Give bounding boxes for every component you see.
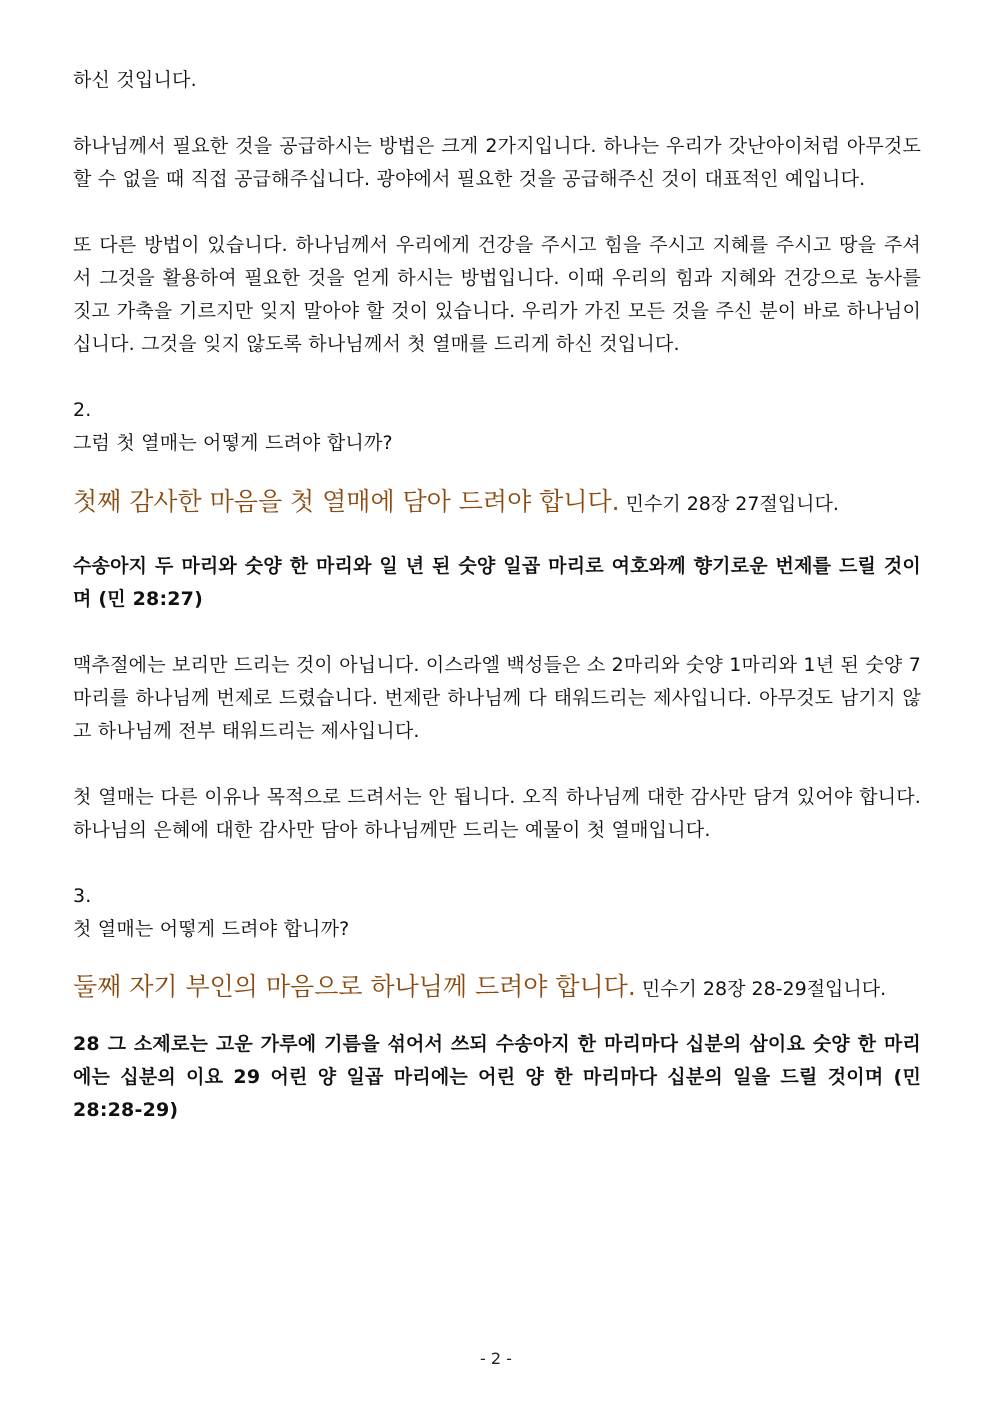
- paragraph: 맥추절에는 보리만 드리는 것이 아닙니다. 이스라엘 백성들은 소 2마리와 숫양 1마리와 1년 된 숫양 7마리를 하나님께 번제로 드렸습니다. 번제란 하나님께 다 태워드리는 제사입니다. 아무것도 남기지 않고 하나님께 전부 태워드리는 제사입니다.: [73, 654, 921, 742]
- section-number: 2.: [73, 399, 92, 421]
- spacer: [73, 946, 921, 968]
- scripture-verse: 28 그 소제로는 고운 가루에 기름을 섞어서 쓰되 수송아지 한 마리마다 십분의 삼이요 숫양 한 마리에는 십분의 이요 29 어린 양 일곱 마리에는 어린 양 한 마리마다 십분의 일을 드릴 것이며 (민 28:28-29): [73, 1033, 921, 1121]
- spacer: [73, 97, 921, 130]
- spacer: [73, 1008, 921, 1028]
- spacer: [73, 616, 921, 649]
- heading-reference: 민수기 28장 27절입니다.: [619, 493, 839, 515]
- spacer: [73, 196, 921, 229]
- section-heading: [73, 482, 921, 524]
- heading-accent: 둘째 자기 부인의 마음으로 하나님께 드려야 합니다.: [73, 972, 636, 1001]
- paragraph: 하나님께서 필요한 것을 공급하시는 방법은 크게 2가지입니다. 하나는 우리가 갓난아이처럼 아무것도 할 수 없을 때 직접 공급해주십니다. 광야에서 필요한 것을 공급해주신 것이 대표적인 예입니다.: [73, 135, 921, 190]
- spacer: [73, 361, 921, 394]
- section-heading: [73, 968, 921, 1008]
- spacer: [73, 847, 921, 880]
- section-question: 첫 열매는 어떻게 드려야 합니까?: [73, 918, 350, 940]
- paragraph: 또 다른 방법이 있습니다. 하나님께서 우리에게 건강을 주시고 힘을 주시고 지혜를 주시고 땅을 주셔서 그것을 활용하여 필요한 것을 얻게 하시는 방법입니다. 이때 우리의 힘과 지혜와 건강으로 농사를 짓고 가축을 기르지만 잊지 말아야 할 것이 있습니다. 우리가 가진 모든 것을 주신 분이 바로 하나님이십니다. 그것을 잊지 않도록 하나님께서 첫 열매를 드리게 하신 것입니다.: [73, 234, 921, 355]
- paragraph: 하신 것입니다.: [73, 69, 197, 91]
- spacer: [73, 524, 921, 550]
- scripture-verse: 수송아지 두 마리와 숫양 한 마리와 일 년 된 숫양 일곱 마리로 여호와께 향기로운 번제를 드릴 것이며 (민 28:27): [73, 555, 921, 610]
- paragraph: 첫 열매는 다른 이유나 목적으로 드려서는 안 됩니다. 오직 하나님께 대한 감사만 담겨 있어야 합니다. 하나님의 은혜에 대한 감사만 담아 하나님께만 드리는 예물이 첫 열매입니다.: [73, 786, 921, 841]
- spacer: [73, 748, 921, 781]
- section-question: 그럼 첫 열매는 어떻게 드려야 합니까?: [73, 432, 393, 454]
- heading-reference: 민수기 28장 28-29절입니다.: [635, 978, 887, 1000]
- heading-accent: 첫째 감사한 마음을 첫 열매에 담아 드려야 합니다.: [73, 487, 620, 516]
- document-body: [73, 64, 921, 1127]
- section-number: 3.: [73, 885, 92, 907]
- spacer: [73, 460, 921, 482]
- page-number: - 2 -: [480, 1349, 512, 1368]
